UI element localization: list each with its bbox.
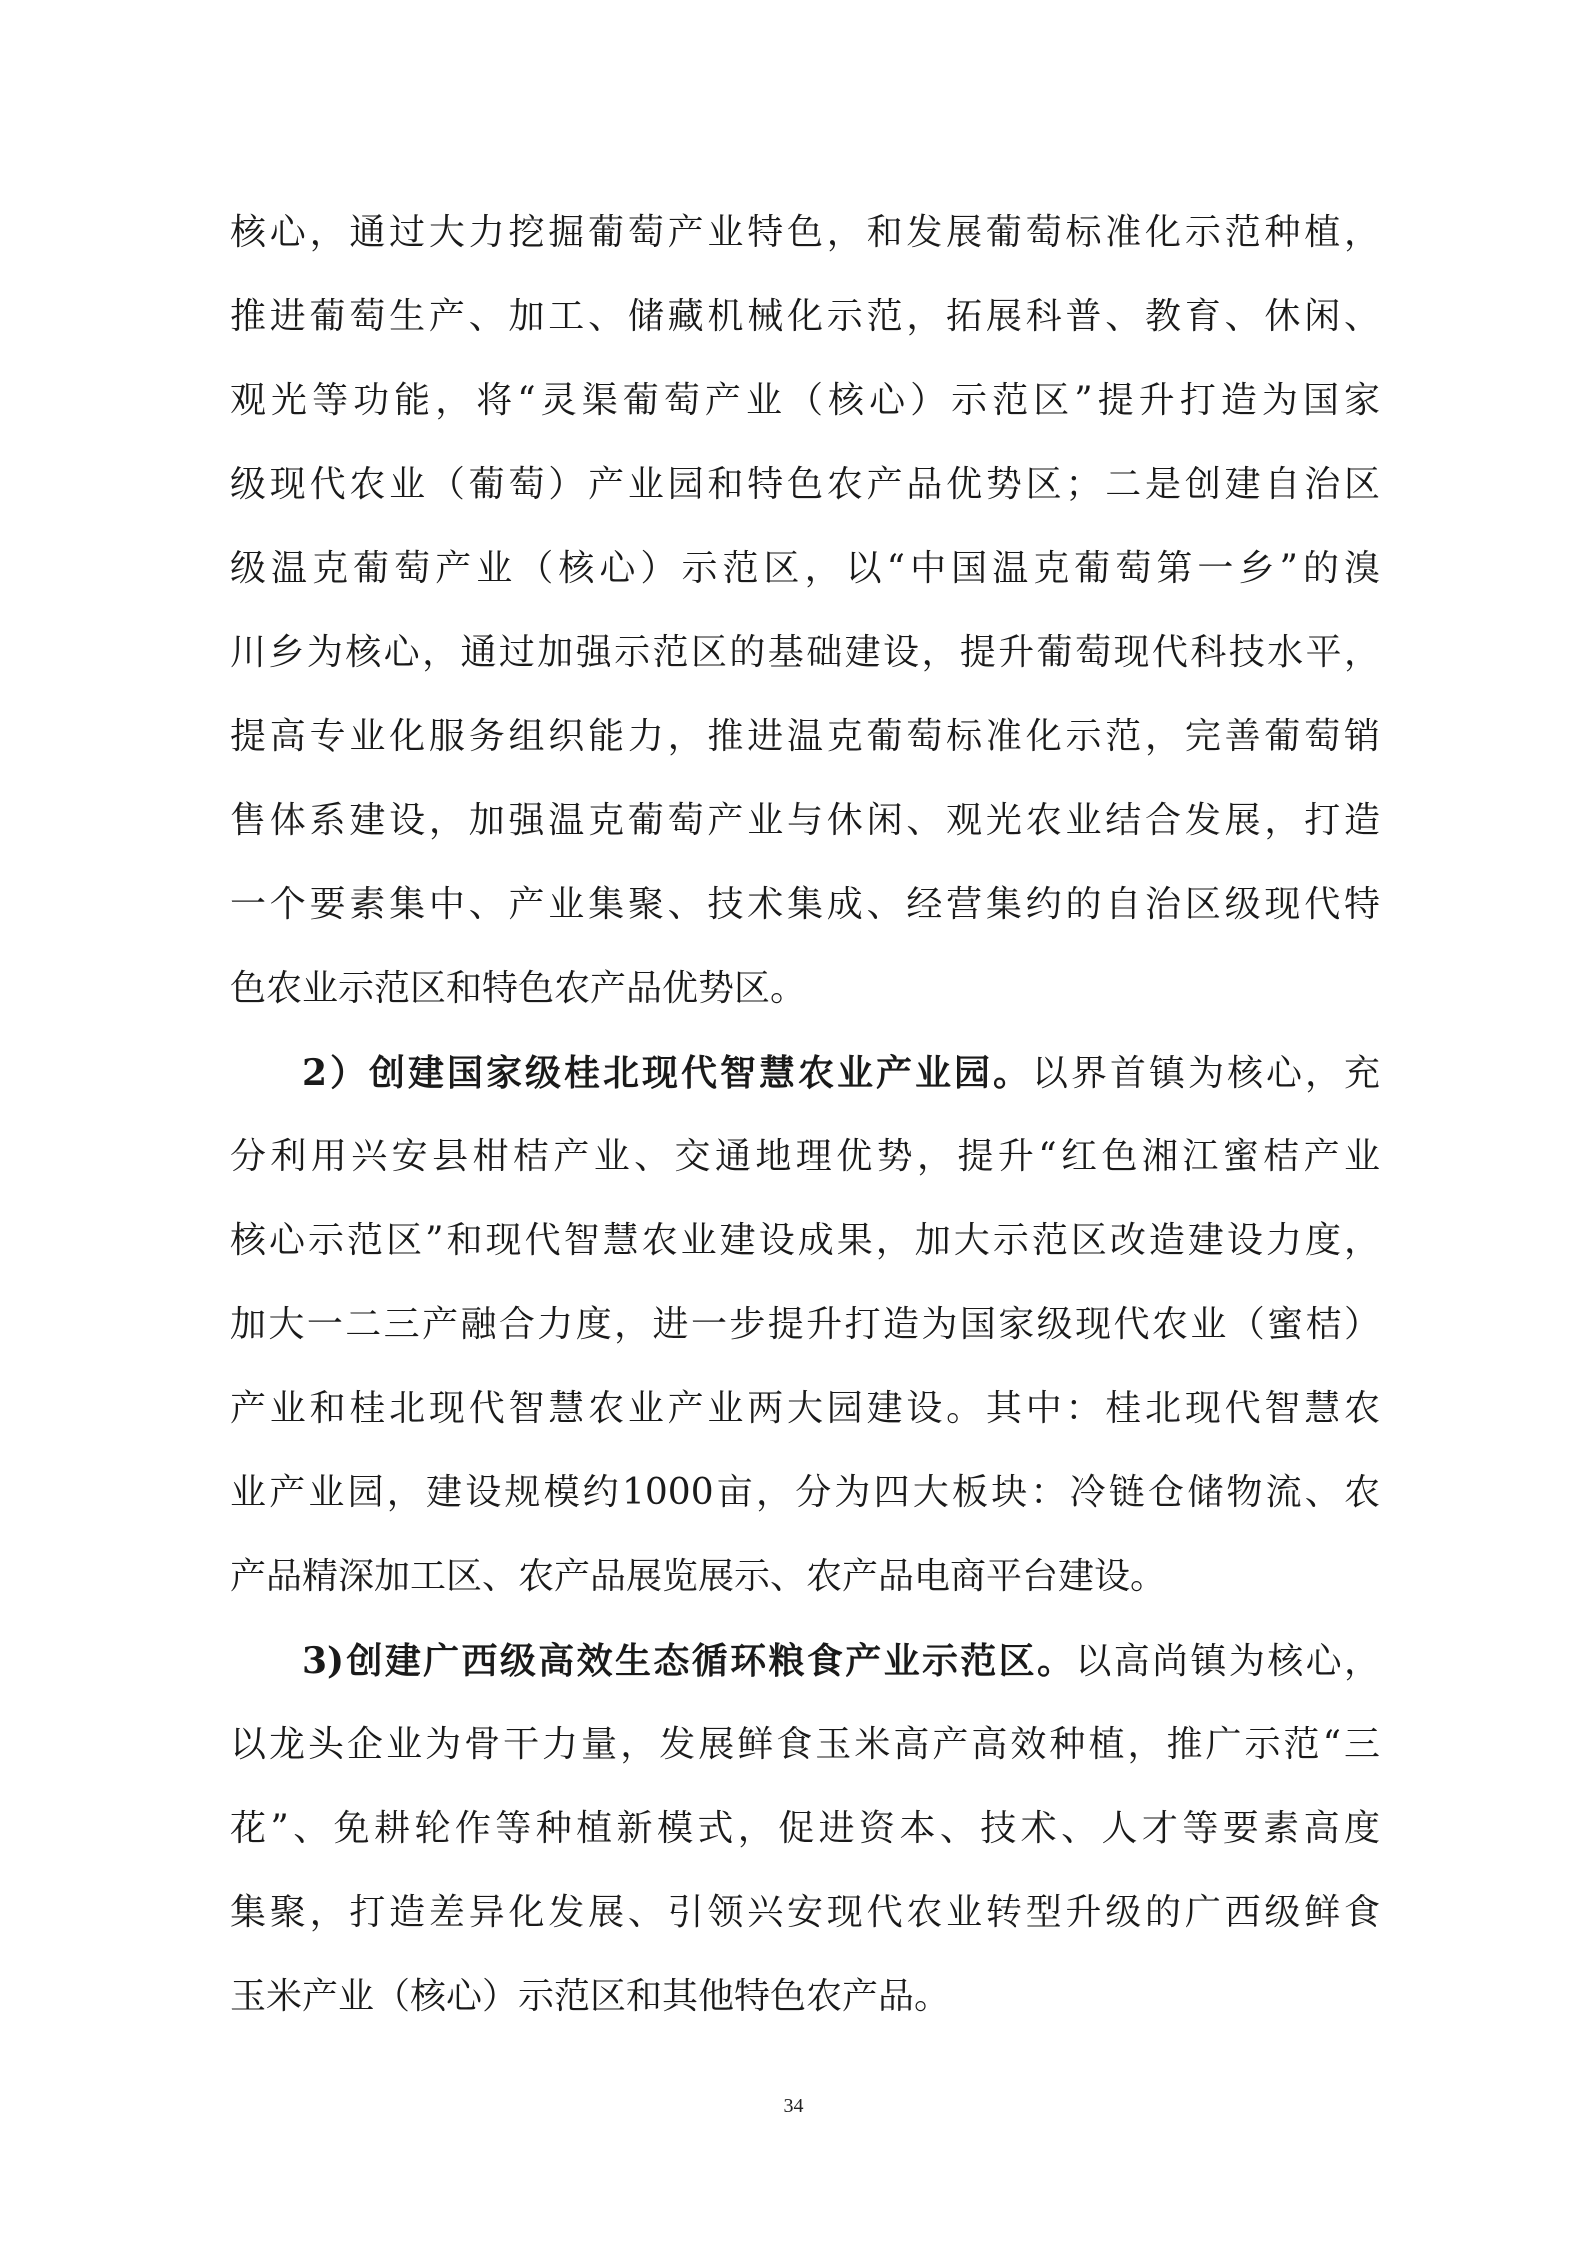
paragraph-line: 核心示范区”和现代智慧农业建设成果，加大示范区改造建设力度， (230, 1220, 1380, 1261)
paragraph-text: 以界首镇为核心，充 (1032, 1053, 1380, 1094)
paragraph-line: 川乡为核心，通过加强示范区的基础建设，提升葡萄现代科技水平， (230, 632, 1380, 673)
section-heading: 2）创建国家级桂北现代智慧农业产业园。 (302, 1052, 1032, 1094)
page-number: 34 (783, 2095, 804, 2117)
paragraph-line: 一个要素集中、产业集聚、技术集成、经营集约的自治区级现代特 (230, 884, 1380, 925)
paragraph-line: 产业和桂北现代智慧农业产业两大园建设。其中：桂北现代智慧农 (230, 1388, 1380, 1429)
section-heading: 3)创建广西级高效生态循环粮食产业示范区。 (302, 1640, 1076, 1682)
paragraph-line: 售体系建设，加强温克葡萄产业与休闲、观光农业结合发展，打造 (230, 800, 1380, 841)
paragraph-line: 花”、免耕轮作等种植新模式，促进资本、技术、人才等要素高度 (230, 1808, 1380, 1849)
paragraph-line: 以龙头企业为骨干力量，发展鲜食玉米高产高效种植，推广示范“三 (230, 1724, 1380, 1765)
paragraph-line: 分利用兴安县柑桔产业、交通地理优势，提升“红色湘江蜜桔产业 (230, 1136, 1380, 1177)
paragraph-line: 业产业园，建设规模约1000亩，分为四大板块：冷链仓储物流、农 (230, 1472, 1380, 1513)
paragraph-line: 玉米产业（核心）示范区和其他特色农产品。 (230, 1976, 951, 2017)
paragraph-line: 产品精深加工区、农产品展览展示、农产品电商平台建设。 (230, 1556, 1167, 1597)
paragraph-first-line (302, 1031, 1380, 1115)
paragraph-line: 核心，通过大力挖掘葡萄产业特色，和发展葡萄标准化示范种植， (230, 212, 1380, 253)
paragraph-line: 级现代农业（葡萄）产业园和特色农产品优势区；二是创建自治区 (230, 464, 1380, 505)
paragraph-line: 色农业示范区和特色农产品优势区。 (230, 968, 807, 1009)
paragraph-first-line (302, 1619, 1380, 1703)
paragraph-line: 观光等功能，将“灵渠葡萄产业（核心）示范区”提升打造为国家 (230, 380, 1380, 421)
paragraph-text: 以高尚镇为核心， (1075, 1641, 1380, 1682)
paragraph-line: 提高专业化服务组织能力，推进温克葡萄标准化示范，完善葡萄销 (230, 716, 1380, 757)
paragraph-line: 加大一二三产融合力度，进一步提升打造为国家级现代农业（蜜桔） (230, 1304, 1380, 1345)
paragraph-line: 级温克葡萄产业（核心）示范区，以“中国温克葡萄第一乡”的溴 (230, 548, 1380, 589)
paragraph-line: 推进葡萄生产、加工、储藏机械化示范，拓展科普、教育、休闲、 (230, 296, 1380, 337)
paragraph-line: 集聚，打造差异化发展、引领兴安现代农业转型升级的广西级鲜食 (230, 1892, 1380, 1933)
